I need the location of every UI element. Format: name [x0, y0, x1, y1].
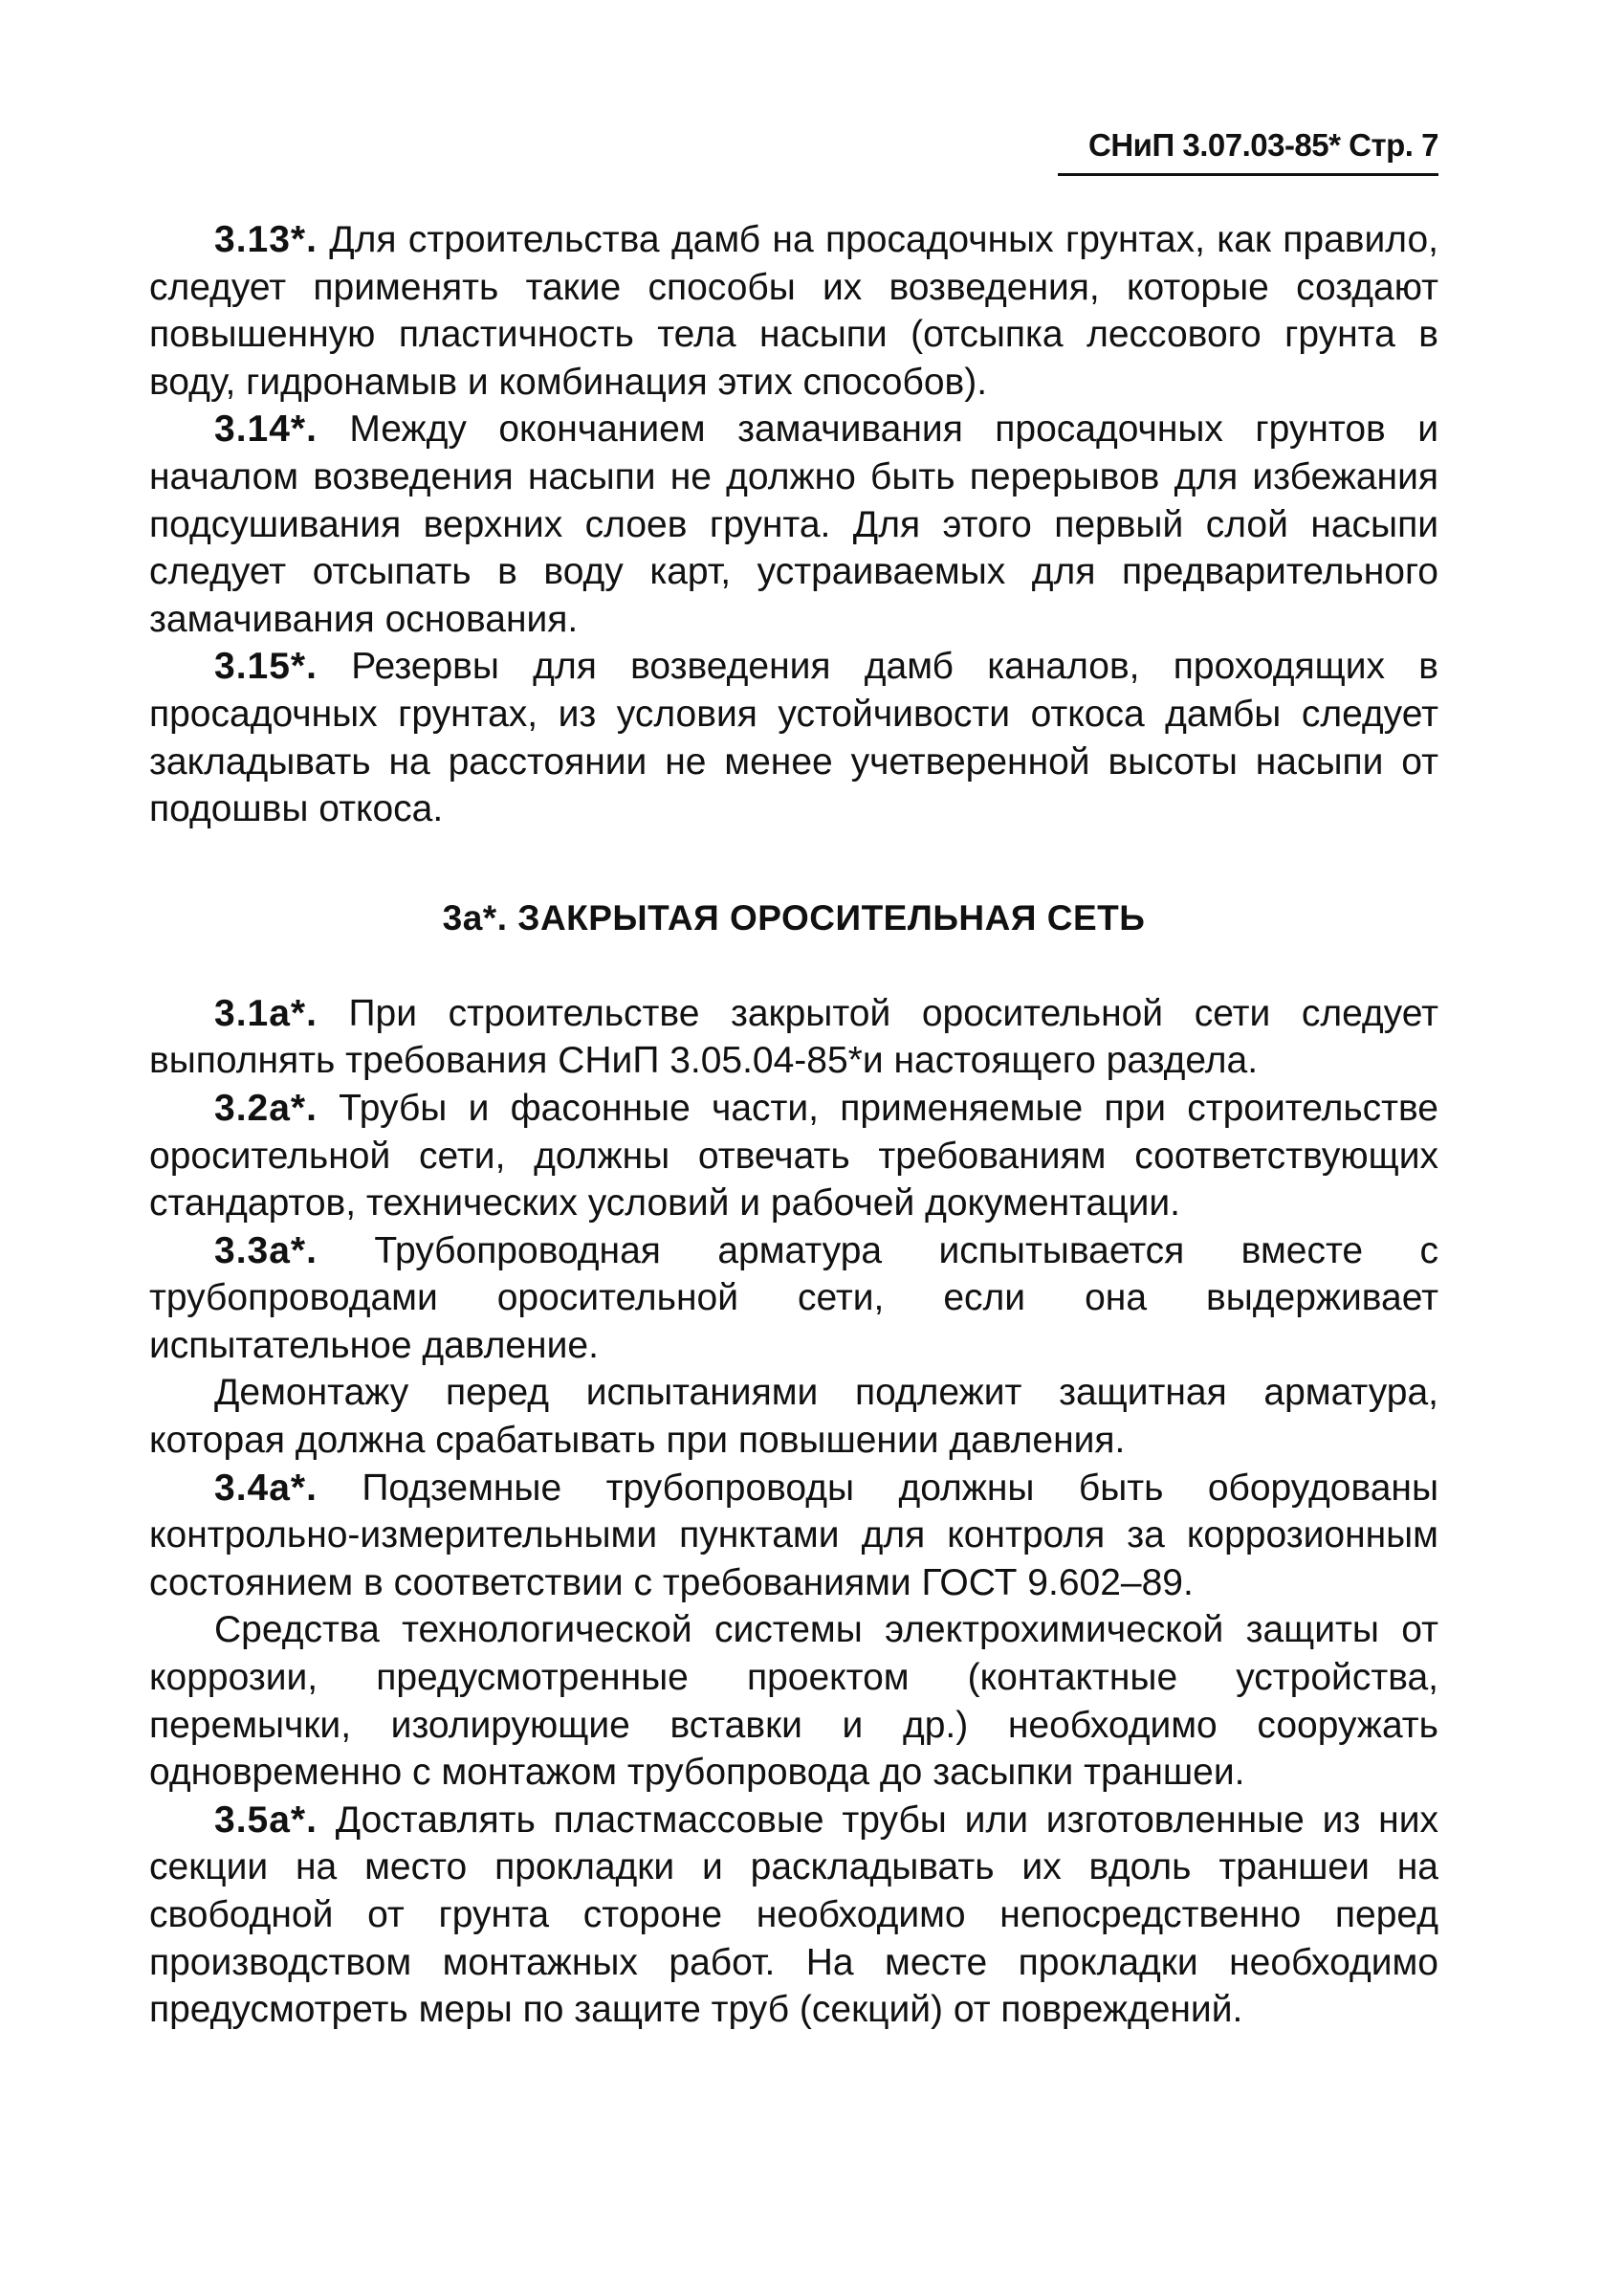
clause-text: Подземные трубопроводы должны быть оборудованы контрольно-измерительными пунктами для контроля за коррозионным состоянием в соответствии с требованиями ГОСТ 9.602–89. [149, 1467, 1438, 1603]
clause-number: 3.3а*. [214, 1229, 318, 1271]
clause-text: Резервы для возведения дамб каналов, проходящих в просадочных грунтах, из условия устойчивости откоса дамбы следует закладывать на расстоянии не менее учетверенной высоты насыпи от подошвы откоса. [149, 646, 1438, 830]
clause-3-13 [149, 216, 1438, 406]
clause-number: 3.13*. [214, 219, 318, 260]
running-header: СНиП 3.07.03-85* Стр. 7 [1088, 127, 1438, 163]
header-underline [1058, 173, 1438, 176]
clause-number: 3.15*. [214, 646, 318, 688]
clause-3-14 [149, 406, 1438, 643]
clause-3-4a [149, 1465, 1438, 1607]
section-heading: 3а*. ЗАКРЫТАЯ ОРОСИТЕЛЬНАЯ СЕТЬ [442, 897, 1146, 938]
clause-text: При строительстве закрытой оросительной сети следует выполнять требования СНиП 3.05.04-85*и настоящего раздела. [149, 992, 1438, 1082]
clause-number: 3.2а*. [214, 1087, 318, 1129]
clause-3-3a-continuation: Демонтажу перед испытаниями подлежит защитная арматура, которая должна срабатывать при повышении давления. [149, 1372, 1438, 1462]
clause-3-2a [149, 1085, 1438, 1227]
clause-3-1a [149, 990, 1438, 1085]
body-text [149, 216, 1438, 2034]
clause-text: Трубопроводная арматура испытывается вместе с трубопроводами оросительной сети, если она выдерживает испытательное давление. [149, 1229, 1438, 1366]
clause-number: 3.14*. [214, 408, 318, 451]
clause-text: Между окончанием замачивания просадочных грунтов и началом возведения насыпи не должно быть перерывов для избежания подсушивания верхних слоев грунта. Для этого первый слой насыпи следует отсыпать в воду карт, устраиваемых для предварительного замачивания основания. [149, 408, 1438, 640]
clause-number: 3.4а*. [214, 1467, 318, 1509]
clause-number: 3.1а*. [214, 992, 318, 1034]
clause-3-5a [149, 1797, 1438, 2034]
clause-text: Для строительства дамб на просадочных грунтах, как правило, следует применять такие способы их возведения, которые создают повышенную пластичность тела насыпи (отсыпка лессового грунта в воду, гидронамыв и комбинация этих способов). [149, 219, 1438, 403]
clause-text: Доставлять пластмассовые трубы или изготовленные из них секции на место прокладки и раскладывать их вдоль траншеи на свободной от грунта стороне необходимо непосредственно перед производством монтажных работ. На месте прокладки необходимо предусмотреть меры по защите труб (секций) от повреждений. [149, 1799, 1438, 2031]
clause-number: 3.5а*. [214, 1799, 318, 1841]
clause-3-4a-continuation: Средства технологической системы электрохимической защиты от коррозии, предусмотренные проектом (контактные устройства, перемычки, изолирующие вставки и др.) необходимо сооружать одновременно с монтажом трубопровода до засыпки траншеи. [149, 1609, 1438, 1794]
clause-text: Трубы и фасонные части, применяемые при строительстве оросительной сети, должны отвечать требованиям соответствующих стандартов, технических условий и рабочей документации. [149, 1087, 1438, 1225]
clause-3-15 [149, 643, 1438, 832]
clause-3-3a [149, 1227, 1438, 1370]
